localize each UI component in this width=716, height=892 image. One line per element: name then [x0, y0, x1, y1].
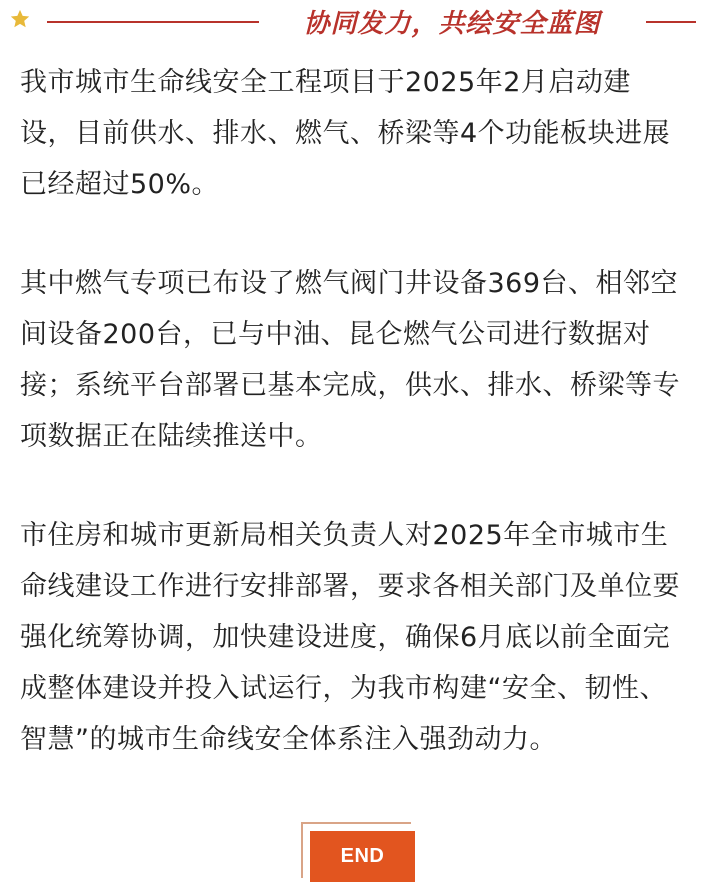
end-badge: END: [310, 831, 415, 882]
header-divider-right: [646, 21, 696, 23]
paragraph-progress: 我市城市生命线安全工程项目于2025年2月启动建设，目前供水、排水、燃气、桥梁等4个功能板块进展已经超过50%。: [20, 67, 671, 200]
paragraph-deployment: 市住房和城市更新局相关负责人对2025年全市城市生命线建设工作进行安排部署，要求各相关部门及单位要强化统筹协调，加快建设进度，确保6月底以前全面完成整体建设并投入试运行，为我市构建“安全、韧性、智慧”的城市生命线安全体系注入强劲动力。: [20, 520, 680, 755]
end-marker: [301, 822, 417, 886]
section-header: [0, 0, 716, 44]
article-body: [20, 57, 682, 813]
section-title: 协同发力，共绘安全蓝图: [303, 9, 601, 39]
star-icon: [9, 8, 31, 30]
header-divider-left: [47, 21, 259, 23]
paragraph-gas-project: 其中燃气专项已布设了燃气阀门井设备369台、相邻空间设备200台，已与中油、昆仑燃气公司进行数据对接；系统平台部署已基本完成，供水、排水、桥梁等专项数据正在陆续推送中。: [20, 268, 680, 452]
